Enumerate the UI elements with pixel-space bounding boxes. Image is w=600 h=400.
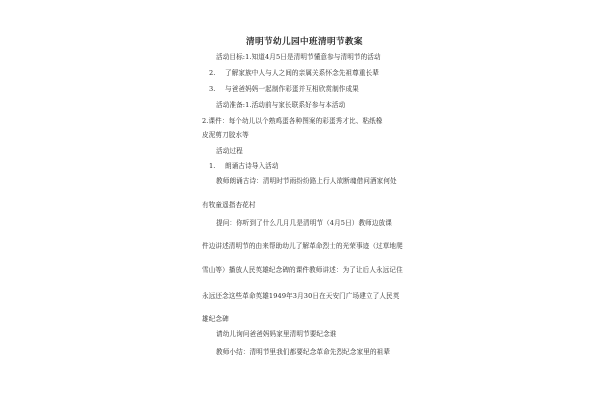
paragraph-line: 提问：你听到了什么几月几是清明节（4月5日）教师边放课 bbox=[216, 219, 392, 227]
preparation-line-1: 活动准备:1.活动前与家长联系好参与本活动 bbox=[216, 101, 346, 109]
page-title: 清明节幼儿园中班清明节教案 bbox=[246, 37, 363, 47]
paragraph-line: 教师朗诵古诗：清明时节雨纷纷路上行人欲断魂借问酒家何处 bbox=[216, 177, 397, 185]
process-step-1-text: 朗诵古诗导入活动 bbox=[225, 162, 279, 170]
paragraph-line: 有牧童遥指杏花村 bbox=[202, 201, 256, 209]
section-heading-process: 活动过程 bbox=[216, 147, 243, 155]
objective-text-2: 了解家族中人与人之间的亲属关系怀念先祖尊重长辈 bbox=[225, 69, 379, 77]
objective-line-3 bbox=[209, 85, 359, 93]
paragraph-line: 雪山等）播放人民英雄纪念碑的课件教师讲述：为了让后人永远记住 bbox=[202, 266, 403, 274]
paragraph-line: 请幼儿询问爸爸妈妈家里清明节要纪念谁 bbox=[216, 330, 337, 338]
process-step-1 bbox=[209, 162, 279, 170]
objective-text-3: 与爸爸妈妈一起制作彩蛋并互相欣赏制作成果 bbox=[225, 85, 359, 93]
list-number: 2. bbox=[209, 69, 216, 77]
list-number: 3. bbox=[209, 85, 216, 93]
objective-line-1: 活动目标:1.知道4月5日是清明节懂意参与清明节的活动 bbox=[216, 53, 381, 61]
preparation-line-3: 皮泥剪刀胶水等 bbox=[202, 131, 249, 139]
paragraph-line: 雄纪念碑 bbox=[202, 315, 229, 323]
paragraph-line: 永远还念这些革命英雄1949年3月30日在天安门广场建立了人民英 bbox=[202, 292, 400, 300]
preparation-line-2: 2.课件：每个幼儿以个熟鸡蛋各种图案的彩蛋秀才比、粘纸橡 bbox=[202, 117, 383, 125]
list-number: 1. bbox=[209, 162, 216, 170]
objective-line-2 bbox=[209, 69, 379, 77]
paragraph-line: 件边讲述清明节的由来帮助幼儿了解革命烈士的光荣事迹（过草地爬 bbox=[202, 242, 403, 250]
paragraph-line: 教师小结：清明节里我们都要纪念革命先烈纪念家里的祖辈 bbox=[216, 348, 391, 356]
